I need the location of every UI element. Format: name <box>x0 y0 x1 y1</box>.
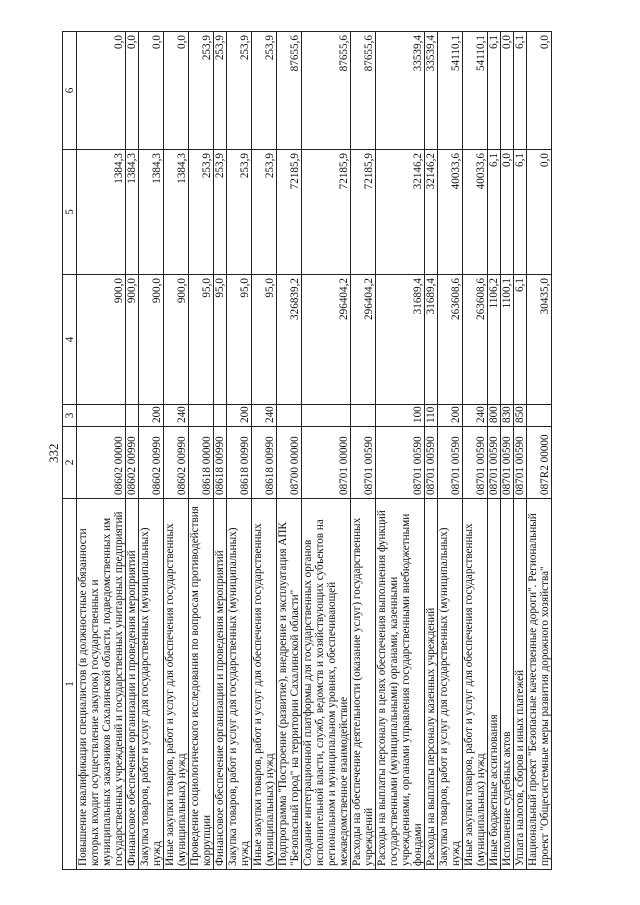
value-col-6: 0,0 <box>501 32 514 150</box>
value-col-5: 32146,2 <box>425 150 438 275</box>
budget-table <box>62 31 552 870</box>
expense-type: 240 <box>252 405 277 427</box>
table-row <box>227 32 252 870</box>
value-col-4: 1100,1 <box>501 275 514 405</box>
value-col-4: 95,0 <box>189 275 214 405</box>
value-col-6: 0,0 <box>164 32 189 150</box>
table-row <box>501 32 514 870</box>
value-col-5: 72185,9 <box>351 150 376 275</box>
value-col-5: 72185,9 <box>277 150 302 275</box>
value-col-5: 72185,9 <box>302 150 351 275</box>
expense-type: 110 <box>425 405 438 427</box>
value-col-6: 87655,6 <box>302 32 351 150</box>
value-col-4: 900,0 <box>164 275 189 405</box>
expense-type: 200 <box>227 405 252 427</box>
target-code: 08618 00000 <box>189 427 214 499</box>
table-row <box>252 32 277 870</box>
row-name: Финансовое обеспечение организации и проведения мероприятий <box>214 499 227 870</box>
table-row <box>425 32 438 870</box>
value-col-5: 1384,3 <box>77 150 126 275</box>
value-col-5: 6,1 <box>514 150 527 275</box>
table-row <box>277 32 302 870</box>
header-col-4: 4 <box>63 275 77 405</box>
page-number: 332 <box>46 443 61 463</box>
row-name: Подпрограмма "Построение (развитие), внедрение и эксплуатация АПК "Безопасный город" на территории Сахалинской области" <box>277 499 302 870</box>
row-name: Создание интеграционной платформы для государственных органов исполнительной власти, служб, ведомств и хозяйствующих субъектов на региональном и муниципальном уровнях, обеспечивающей межведомственное взаимодействие <box>302 499 351 870</box>
table-row <box>376 32 425 870</box>
target-code: 08701 00590 <box>425 427 438 499</box>
target-code: 08701 00590 <box>488 427 501 499</box>
expense-type: 200 <box>438 405 463 427</box>
table-row <box>527 32 552 870</box>
value-col-6: 253,9 <box>189 32 214 150</box>
value-col-5: 253,9 <box>227 150 252 275</box>
value-col-4: 95,0 <box>252 275 277 405</box>
header-row <box>63 32 77 870</box>
value-col-6: 253,9 <box>227 32 252 150</box>
header-col-1: 1 <box>63 499 77 870</box>
value-col-5: 0,0 <box>527 150 552 275</box>
value-col-6: 6,1 <box>488 32 501 150</box>
value-col-6: 0,0 <box>139 32 164 150</box>
value-col-5: 1384,3 <box>164 150 189 275</box>
table-row <box>488 32 501 870</box>
value-col-6: 6,1 <box>514 32 527 150</box>
row-name: Уплата налогов, сборов и иных платежей <box>514 499 527 870</box>
expense-type <box>126 405 139 427</box>
table-row <box>126 32 139 870</box>
target-code: 08618 00990 <box>214 427 227 499</box>
table-row <box>77 32 126 870</box>
table-row <box>438 32 463 870</box>
table-row <box>463 32 488 870</box>
table-row <box>351 32 376 870</box>
expense-type <box>77 405 126 427</box>
header-col-2: 2 <box>63 427 77 499</box>
row-name: Расходы на выплаты персоналу казенных учреждений <box>425 499 438 870</box>
value-col-4: 296404,2 <box>351 275 376 405</box>
value-col-4: 31689,4 <box>376 275 425 405</box>
row-name: Повышение квалификации специалистов (в должностные обязанности которых входит осуществление закупок) государственных и муниципальных заказчиков Сахалинской области, подведомственных им государственных учреждений и государственных унитарных предприятий <box>77 499 126 870</box>
row-name: Закупка товаров, работ и услуг для государственных (муниципальных) нужд <box>438 499 463 870</box>
target-code: 08602 00990 <box>126 427 139 499</box>
value-col-4: 326839,2 <box>277 275 302 405</box>
expense-type: 100 <box>376 405 425 427</box>
value-col-4: 263608,6 <box>463 275 488 405</box>
value-col-4: 6,1 <box>514 275 527 405</box>
header-col-5: 5 <box>63 150 77 275</box>
value-col-6: 87655,6 <box>351 32 376 150</box>
target-code: 08701 00590 <box>514 427 527 499</box>
target-code: 08701 00590 <box>351 427 376 499</box>
value-col-5: 0,0 <box>501 150 514 275</box>
target-code: 08701 00590 <box>438 427 463 499</box>
value-col-4: 263608,6 <box>438 275 463 405</box>
value-col-6: 33539,4 <box>376 32 425 150</box>
value-col-6: 0,0 <box>527 32 552 150</box>
row-name: Закупка товаров, работ и услуг для государственных (муниципальных) нужд <box>227 499 252 870</box>
value-col-5: 1384,3 <box>139 150 164 275</box>
expense-type <box>351 405 376 427</box>
header-col-3: 3 <box>63 405 77 427</box>
row-name: Иные закупки товаров, работ и услуг для обеспечения государственных (муниципальных) нужд <box>252 499 277 870</box>
row-name: Проведение социологического исследования по вопросам противодействия коррупции <box>189 499 214 870</box>
header-col-6: 6 <box>63 32 77 150</box>
expense-type: 830 <box>501 405 514 427</box>
table-row <box>164 32 189 870</box>
table-row <box>214 32 227 870</box>
target-code: 08602 00990 <box>139 427 164 499</box>
value-col-4: 95,0 <box>214 275 227 405</box>
table-row <box>302 32 351 870</box>
value-col-5: 1384,3 <box>126 150 139 275</box>
value-col-5: 40033,6 <box>438 150 463 275</box>
value-col-6: 54110,1 <box>438 32 463 150</box>
value-col-6: 0,0 <box>77 32 126 150</box>
target-code: 08602 00990 <box>164 427 189 499</box>
value-col-4: 30435,0 <box>527 275 552 405</box>
value-col-5: 253,9 <box>189 150 214 275</box>
value-col-4: 900,0 <box>77 275 126 405</box>
value-col-5: 253,9 <box>214 150 227 275</box>
value-col-6: 54110,1 <box>463 32 488 150</box>
value-col-4: 1106,2 <box>488 275 501 405</box>
target-code: 08602 00000 <box>77 427 126 499</box>
target-code: 08701 00590 <box>463 427 488 499</box>
expense-type <box>214 405 227 427</box>
value-col-4: 900,0 <box>126 275 139 405</box>
row-name: Исполнение судебных актов <box>501 499 514 870</box>
row-name: Иные бюджетные ассигнования <box>488 499 501 870</box>
row-name: Закупка товаров, работ и услуг для государственных (муниципальных) нужд <box>139 499 164 870</box>
expense-type: 800 <box>488 405 501 427</box>
expense-type: 200 <box>139 405 164 427</box>
expense-type <box>527 405 552 427</box>
value-col-5: 40033,6 <box>463 150 488 275</box>
value-col-4: 900,0 <box>139 275 164 405</box>
target-code: 087R2 00000 <box>527 427 552 499</box>
table-row <box>139 32 164 870</box>
row-name: Расходы на обеспечение деятельности (оказание услуг) государственных учреждений <box>351 499 376 870</box>
target-code: 08618 00990 <box>252 427 277 499</box>
value-col-6: 33539,4 <box>425 32 438 150</box>
row-name: Иные закупки товаров, работ и услуг для обеспечения государственных (муниципальных) нужд <box>463 499 488 870</box>
rotated-page <box>0 20 640 905</box>
value-col-6: 0,0 <box>126 32 139 150</box>
row-name: Расходы на выплаты персоналу в целях обеспечения выполнения функций государственными (муниципальными) органами, казенными учреждениями, органами управления государственными внебюджетными фондами <box>376 499 425 870</box>
target-code: 08700 00000 <box>277 427 302 499</box>
value-col-4: 95,0 <box>227 275 252 405</box>
value-col-6: 253,9 <box>252 32 277 150</box>
target-code: 08618 00990 <box>227 427 252 499</box>
target-code: 08701 00000 <box>302 427 351 499</box>
value-col-6: 87655,6 <box>277 32 302 150</box>
target-code: 08701 00590 <box>376 427 425 499</box>
expense-type <box>277 405 302 427</box>
value-col-5: 253,9 <box>252 150 277 275</box>
expense-type <box>189 405 214 427</box>
value-col-6: 253,9 <box>214 32 227 150</box>
row-name: Финансовое обеспечение организации и проведения мероприятий <box>126 499 139 870</box>
expense-type: 240 <box>463 405 488 427</box>
table-row <box>189 32 214 870</box>
value-col-5: 32146,2 <box>376 150 425 275</box>
value-col-5: 6,1 <box>488 150 501 275</box>
expense-type: 240 <box>164 405 189 427</box>
table-row <box>514 32 527 870</box>
value-col-4: 31689,4 <box>425 275 438 405</box>
expense-type <box>302 405 351 427</box>
row-name: Иные закупки товаров, работ и услуг для обеспечения государственных (муниципальных) нужд <box>164 499 189 870</box>
value-col-4: 296404,2 <box>302 275 351 405</box>
row-name: Национальный проект "Безопасные качественные дороги". Региональный проект "Общесистемные меры развития дорожного хозяйства" <box>527 499 552 870</box>
expense-type: 850 <box>514 405 527 427</box>
target-code: 08701 00590 <box>501 427 514 499</box>
